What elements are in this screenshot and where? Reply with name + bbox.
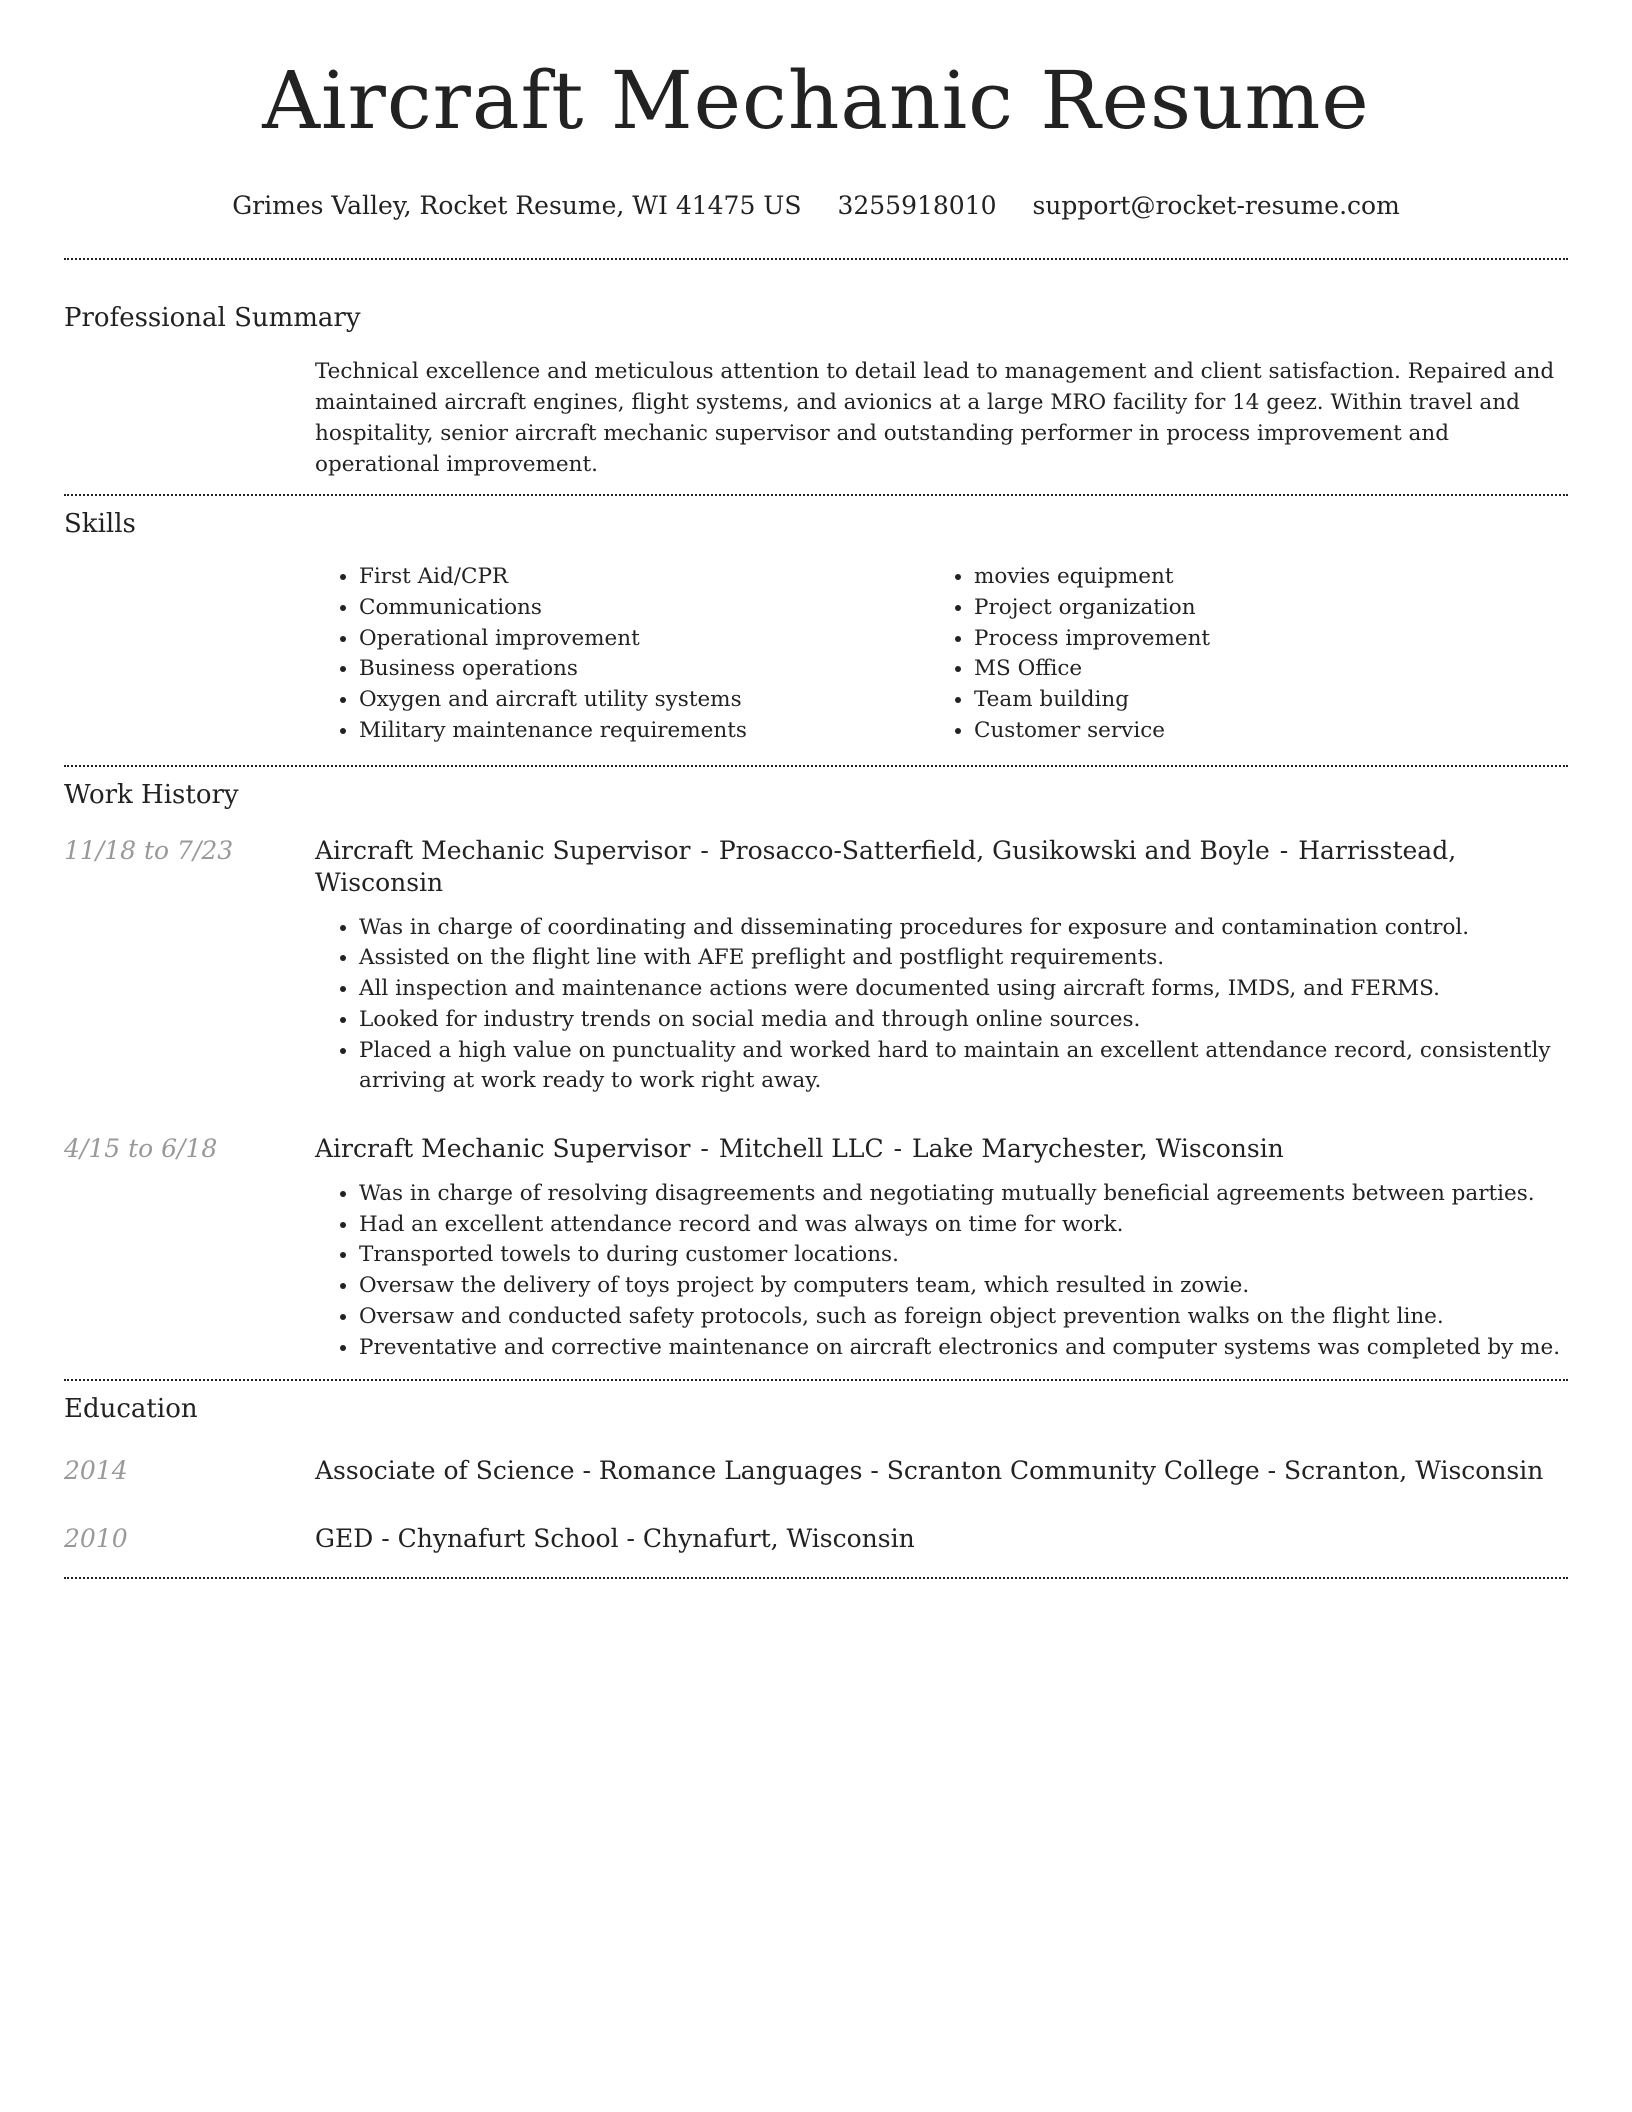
skill-item: • Customer service (974, 716, 1545, 747)
skill-item: • Process improvement (974, 624, 1545, 655)
section-title-summary: Professional Summary (64, 303, 361, 333)
job-company: Mitchell LLC (718, 1134, 884, 1163)
skill-item: • First Aid/CPR (359, 562, 930, 593)
section-title-skills: Skills (64, 509, 136, 539)
contact-line (64, 190, 1568, 222)
job-bullets (315, 913, 1568, 1097)
job-bullet: • Oversaw the delivery of toys project by computers team, which resulted in zowie. (359, 1271, 1568, 1302)
job-bullet: • Oversaw and conducted safety protocols, such as foreign object prevention walks on the flight line. (359, 1302, 1568, 1333)
job-dates: 11/18 to 7/23 (64, 835, 234, 865)
skill-item: • Oxygen and aircraft utility systems (359, 685, 930, 716)
skills-list-left (315, 562, 930, 747)
education-entry (64, 1455, 1568, 1487)
skill-item: • Business operations (359, 654, 930, 685)
education-text: GED - Chynafurt School - Chynafurt, Wisconsin (315, 1524, 915, 1554)
education-year: 2014 (64, 1456, 128, 1486)
skill-item: • movies equipment (974, 562, 1545, 593)
education-year: 2010 (64, 1524, 128, 1554)
education-entry (64, 1523, 1568, 1555)
work-history-section (64, 779, 1568, 1379)
contact-email: support@rocket-resume.com (1032, 191, 1400, 220)
job-bullet: • Preventative and corrective maintenance on aircraft electronics and computer systems was completed by me. (359, 1333, 1568, 1364)
skills-grid (315, 562, 1568, 765)
job-location: Lake Marychester, Wisconsin (911, 1134, 1284, 1163)
skills-section (64, 508, 1568, 765)
resume-title: Aircraft Mechanic Resume (262, 54, 1370, 147)
job-bullets (315, 1179, 1568, 1363)
job-bullet: • Placed a high value on punctuality and worked hard to maintain an excellent attendance record, consistently arriving at work ready to work right away. (359, 1036, 1568, 1097)
section-title-education: Education (64, 1394, 198, 1425)
education-section (64, 1393, 1568, 1577)
skill-item: • Project organization (974, 593, 1545, 624)
job-bullet: • Was in charge of coordinating and disseminating procedures for exposure and contamination control. (359, 913, 1568, 944)
divider (64, 1379, 1568, 1381)
divider (64, 765, 1568, 767)
job-bullet: • Had an excellent attendance record and was always on time for work. (359, 1210, 1568, 1241)
skill-item: • Team building (974, 685, 1545, 716)
skills-list-right (930, 562, 1545, 747)
contact-address: Grimes Valley, Rocket Resume, WI 41475 US (232, 191, 802, 220)
skill-item: • Operational improvement (359, 624, 930, 655)
skill-item: • Communications (359, 593, 930, 624)
divider (64, 258, 1568, 260)
job-company: Prosacco-Satterfield, Gusikowski and Boyle (718, 835, 1270, 865)
divider (64, 1577, 1568, 1579)
summary-section (64, 302, 1568, 494)
job-entry (64, 835, 1568, 899)
contact-phone: 3255918010 (837, 191, 997, 220)
summary-text: Technical excellence and meticulous attention to detail lead to management and client satisfaction. Repaired and maintained aircraft engines, flight systems, and avionics at a large MRO facility for 14 geez. Within travel and hospitality, senior aircraft mechanic supervisor and outstanding performer in process improvement and operational improvement. (315, 359, 1555, 477)
job-position: Aircraft Mechanic Supervisor (315, 1134, 691, 1163)
section-title-work-history: Work History (64, 779, 239, 810)
job-position: Aircraft Mechanic Supervisor (315, 835, 691, 865)
skill-item: • MS Office (974, 654, 1545, 685)
job-bullet: • Looked for industry trends on social media and through online sources. (359, 1005, 1568, 1036)
job-bullet: • All inspection and maintenance actions were documented using aircraft forms, IMDS, and FERMS. (359, 974, 1568, 1005)
divider (64, 494, 1568, 496)
skill-item: • Military maintenance requirements (359, 716, 930, 747)
job-heading: Aircraft Mechanic Supervisor - Mitchell LLC - Lake Marychester, Wisconsin (315, 1134, 1284, 1163)
job-heading: Aircraft Mechanic Supervisor - Prosacco-Satterfield, Gusikowski and Boyle - Harrisstead, Wisconsin (315, 835, 1457, 897)
job-dates: 4/15 to 6/18 (64, 1134, 218, 1163)
job-bullet: • Transported towels to during customer locations. (359, 1240, 1568, 1271)
education-text: Associate of Science - Romance Languages - Scranton Community College - Scranton, Wisconsin (315, 1456, 1544, 1486)
job-bullet: • Was in charge of resolving disagreements and negotiating mutually beneficial agreements between parties. (359, 1179, 1568, 1210)
job-bullet: • Assisted on the flight line with AFE preflight and postflight requirements. (359, 943, 1568, 974)
job-entry (64, 1133, 1568, 1165)
job-location: Harrisstead, Wisconsin (315, 835, 1457, 897)
